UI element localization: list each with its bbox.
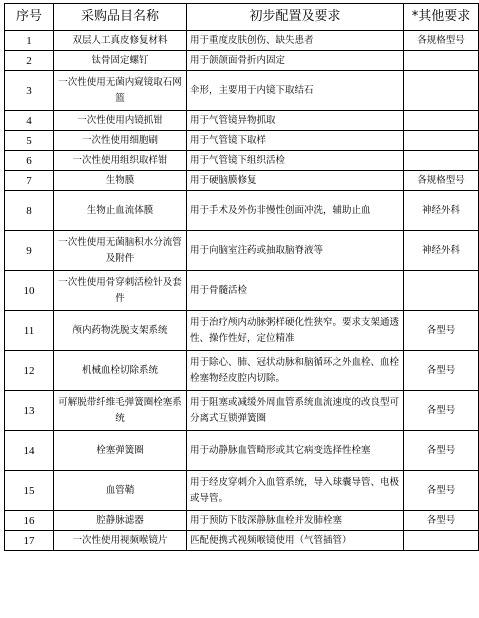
other-requirement [404,51,479,71]
config-requirement: 用于手术及外伤非慢性创面冲洗，辅助止血 [187,191,404,231]
header-item-name: 采购品目名称 [54,4,187,31]
config-requirement: 用于硬脑膜修复 [187,171,404,191]
item-name: 生物膜 [54,171,187,191]
row-number: 16 [5,511,54,531]
config-requirement: 用于向脑室注药或抽取脑脊液等 [187,231,404,271]
row-number: 2 [5,51,54,71]
other-requirement [404,131,479,151]
table-row [5,431,479,471]
row-number: 4 [5,111,54,131]
other-requirement: 各型号 [404,311,479,351]
table-row [5,131,479,151]
item-name: 生物止血流体膜 [54,191,187,231]
table-row [5,31,479,51]
config-requirement: 用于骨髓活检 [187,271,404,311]
item-name: 一次性使用无菌内窥镜取石网篮 [54,71,187,111]
table-row [5,111,479,131]
config-requirement: 用于重度皮肤创伤、缺失患者 [187,31,404,51]
config-requirement: 用于气管镜下组织活检 [187,151,404,171]
table-row [5,191,479,231]
item-name: 机械血栓切除系统 [54,351,187,391]
other-requirement [404,271,479,311]
other-requirement [404,71,479,111]
table-header-row [5,4,479,31]
table-row [5,351,479,391]
config-requirement: 用于治疗颅内动脉粥样硬化性狭窄。要求支架通透性、操作性好，定位精准 [187,311,404,351]
table-row [5,311,479,351]
other-requirement [404,151,479,171]
table-row [5,231,479,271]
other-requirement [404,531,479,551]
row-number: 1 [5,31,54,51]
config-requirement: 用于气管镜异物抓取 [187,111,404,131]
other-requirement: 各规格型号 [404,31,479,51]
table-row [5,151,479,171]
row-number: 8 [5,191,54,231]
row-number: 3 [5,71,54,111]
config-requirement: 用于气管镜下取样 [187,131,404,151]
item-name: 一次性使用无菌脑积水分流管及附件 [54,231,187,271]
table-row [5,271,479,311]
item-name: 颅内药物洗脱支架系统 [54,311,187,351]
table-row [5,171,479,191]
item-name: 一次性使用内镜抓钳 [54,111,187,131]
item-name: 栓塞弹簧圈 [54,431,187,471]
table-row [5,511,479,531]
config-requirement: 用于阻塞或减缓外周血管系统血流速度的改良型可分离式互锁弹簧圈 [187,391,404,431]
item-name: 一次性使用组织取样钳 [54,151,187,171]
item-name: 腔静脉滤器 [54,511,187,531]
item-name: 钛骨固定螺钉 [54,51,187,71]
row-number: 12 [5,351,54,391]
table-row [5,531,479,551]
row-number: 13 [5,391,54,431]
table-row [5,51,479,71]
other-requirement: 各型号 [404,391,479,431]
other-requirement: 各型号 [404,351,479,391]
row-number: 5 [5,131,54,151]
other-requirement: 各型号 [404,431,479,471]
config-requirement: 伞形，主要用于内镜下取结石 [187,71,404,111]
row-number: 6 [5,151,54,171]
item-name: 血管鞘 [54,471,187,511]
row-number: 17 [5,531,54,551]
config-requirement: 用于除心、肺、冠状动脉和脑循环之外血栓、血栓栓塞物经皮腔内切除。 [187,351,404,391]
item-name: 一次性使用骨穿刺活检针及套件 [54,271,187,311]
other-requirement [404,111,479,131]
other-requirement: 各规格型号 [404,171,479,191]
procurement-table [4,3,479,551]
table-row [5,391,479,431]
item-name: 可解脱带纤维毛弹簧圈栓塞系统 [54,391,187,431]
other-requirement: 各型号 [404,511,479,531]
row-number: 10 [5,271,54,311]
row-number: 14 [5,431,54,471]
item-name: 一次性使用视频喉镜片 [54,531,187,551]
table-row [5,71,479,111]
item-name: 双层人工真皮修复材料 [54,31,187,51]
row-number: 11 [5,311,54,351]
config-requirement: 匹配便携式视频喉镜使用（气管插管） [187,531,404,551]
header-no: 序号 [5,4,54,31]
config-requirement: 用于经皮穿刺介入血管系统，导入球囊导管、电极或导管。 [187,471,404,511]
table-row [5,471,479,511]
header-config-requirements: 初步配置及要求 [187,4,404,31]
config-requirement: 用于预防下肢深静脉血栓并发肺栓塞 [187,511,404,531]
row-number: 7 [5,171,54,191]
config-requirement: 用于颌颌面骨折内固定 [187,51,404,71]
row-number: 15 [5,471,54,511]
config-requirement: 用于动静脉血管畸形或其它病变选择性栓塞 [187,431,404,471]
header-other-requirements: *其他要求 [404,4,479,31]
item-name: 一次性使用细胞刷 [54,131,187,151]
row-number: 9 [5,231,54,271]
other-requirement: 神经外科 [404,231,479,271]
other-requirement: 神经外科 [404,191,479,231]
other-requirement: 各型号 [404,471,479,511]
